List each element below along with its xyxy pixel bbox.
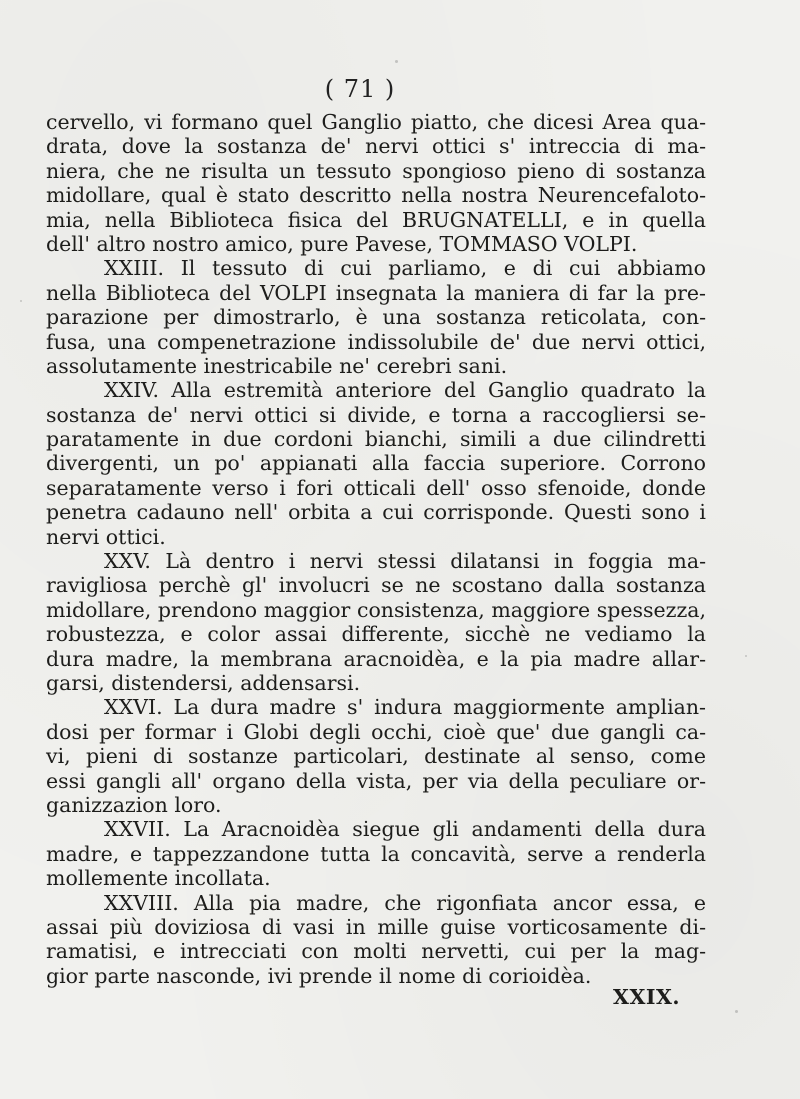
text-line: madre, e tappezzandone tutta la concavità, serve a renderla (46, 841, 706, 866)
text-line: penetra cadauno nell' orbita a cui corrisponde. Questi sono i (46, 500, 706, 525)
text-line: ramatisi, e intrecciati con molti nervetti, cui per la mag- (46, 939, 706, 964)
text-line: vi, pieni di sostanze particolari, destinate al senso, come (46, 744, 706, 769)
text-line: nervi ottici. (46, 524, 166, 549)
text-line: gior parte nasconde, ivi prende il nome di corioidèa. (46, 963, 592, 988)
paper-speck (395, 60, 398, 63)
paper-speck (20, 300, 22, 302)
text-line: midollare, prendono maggior consistenza, maggiore spessezza, (46, 597, 706, 622)
paper-speck (745, 655, 747, 657)
text-line: fusa, una compenetrazione indissolubile de' due nervi ottici, (46, 329, 706, 354)
text-line: ravigliosa perchè gl' involucri se ne scostano dalla sostanza (46, 573, 706, 598)
text-line: essi gangli all' organo della vista, per via della peculiare or- (46, 768, 706, 793)
text-line: cervello, vi formano quel Ganglio piatto, che dicesi Area qua- (46, 110, 706, 134)
text-line: XXVIII. Alla pia madre, che rigonfiata ancor essa, e (104, 890, 706, 915)
body-text (46, 110, 706, 988)
page-number: ( 71 ) (324, 75, 396, 103)
text-line: nella Biblioteca del VOLPI insegnata la maniera di far la pre- (46, 280, 706, 305)
text-line: XXIII. Il tessuto di cui parliamo, e di cui abbiamo (104, 256, 706, 281)
text-line: sostanza de' nervi ottici si divide, e torna a raccogliersi se- (46, 402, 706, 427)
text-line: XXVII. La Aracnoidèa siegue gli andamenti della dura (104, 817, 706, 842)
text-line: assai più doviziosa di vasi in mille guise vorticosamente di- (46, 914, 706, 939)
text-line: parazione per dimostrarlo, è una sostanza reticolata, con- (46, 305, 706, 330)
text-line: mia, nella Biblioteca fisica del BRUGNATELLI, e in quella (46, 207, 706, 232)
text-line: ganizzazion loro. (46, 792, 222, 817)
text-line: robustezza, e color assai differente, sicchè ne vediamo la (46, 622, 706, 647)
catchword: XXIX. (613, 985, 680, 1009)
text-line: dura madre, la membrana aracnoidèa, e la pia madre allar- (46, 646, 706, 671)
text-line: paratamente in due cordoni bianchi, simili a due cilindretti (46, 427, 706, 452)
text-line: mollemente incollata. (46, 866, 271, 891)
text-line: niera, che ne risulta un tessuto spongioso pieno di sostanza (46, 158, 706, 183)
text-line: divergenti, un po' appianati alla faccia superiore. Corrono (46, 451, 706, 476)
text-line: midollare, qual è stato descritto nella nostra Neurencefaloto- (46, 183, 706, 208)
text-line: XXIV. Alla estremità anteriore del Ganglio quadrato la (104, 378, 706, 403)
text-line: drata, dove la sostanza de' nervi ottici s' intreccia di ma- (46, 134, 706, 159)
text-line: dosi per formar i Globi degli occhi, cioè que' due gangli ca- (46, 719, 706, 744)
text-line: separatamente verso i fori otticali dell' osso sfenoide, donde (46, 475, 706, 500)
paper-speck (735, 1010, 738, 1013)
text-line: XXV. Là dentro i nervi stessi dilatansi in foggia ma- (104, 549, 706, 574)
text-line: garsi, distendersi, addensarsi. (46, 670, 361, 695)
text-line: XXVI. La dura madre s' indura maggiormente amplian- (104, 695, 706, 720)
text-line: assolutamente inestricabile ne' cerebri sani. (46, 353, 508, 378)
text-line: dell' altro nostro amico, pure Pavese, TOMMASO VOLPI. (46, 231, 638, 256)
